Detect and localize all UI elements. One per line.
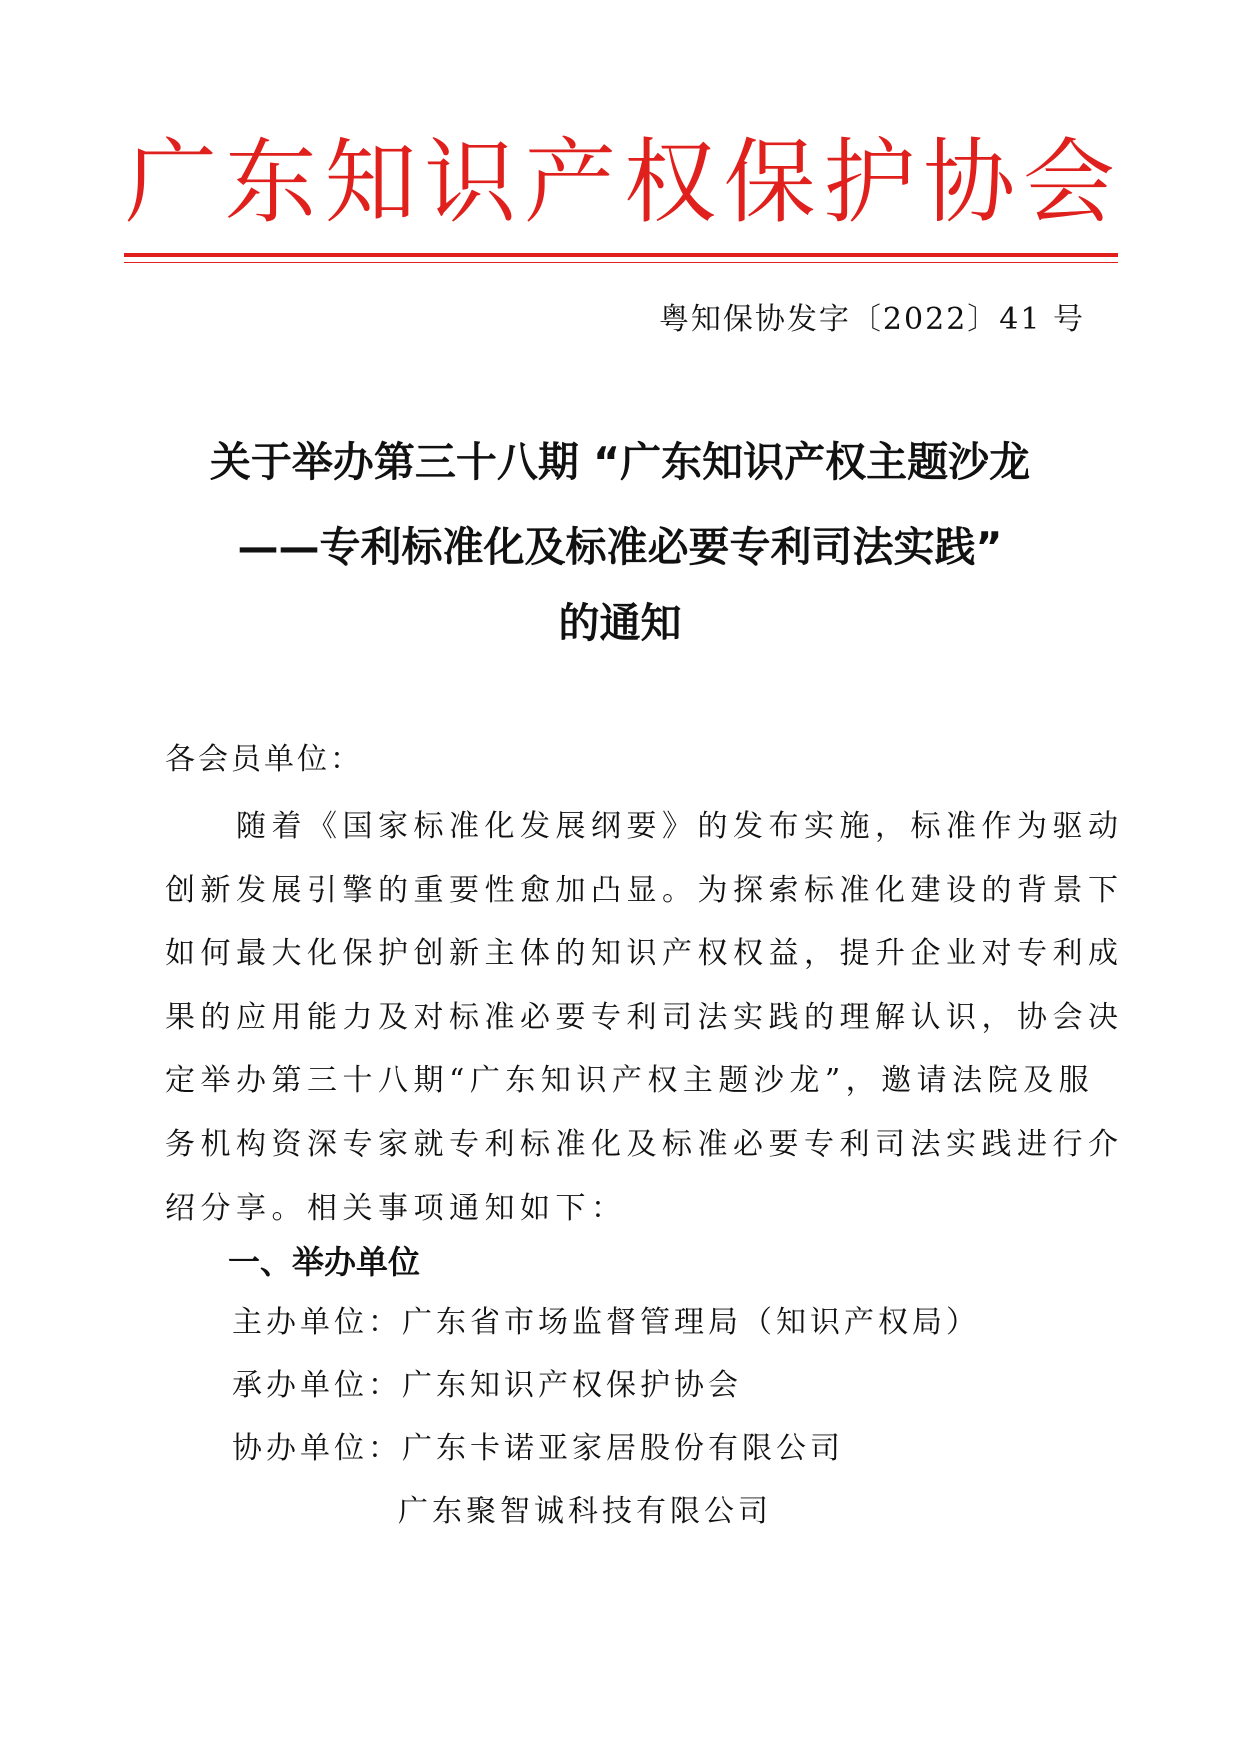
body-line: 定举办第三十八期“广东知识产权主题沙龙”，邀请法院及服 [165,1063,1095,1099]
letterhead-char: 东 [224,129,317,236]
co-organizer-label: 协办单位： [232,1431,402,1466]
host-value: 广东省市场监督管理局（知识产权局） [402,1305,980,1340]
letterhead-char: 保 [723,129,816,236]
co-organizer-value: 广东卡诺亚家居股份有限公司 [402,1431,844,1466]
body-line: 务机构资深专家就专利标准化及标准必要专利司法实践进行介 [165,1126,1124,1162]
letterhead-divider-thin [124,262,1118,263]
letterhead-char: 会 [1022,129,1115,236]
body-paragraph [165,795,1124,1240]
organizer-row [232,1366,742,1406]
letterhead-char: 护 [823,129,916,236]
section-heading: 一、举办单位 [228,1243,421,1281]
letterhead-title [125,128,1115,238]
co-organizer-value: 广东聚智诚科技有限公司 [398,1494,772,1529]
co-organizer-row [232,1429,844,1469]
co-organizer-row-2 [398,1492,772,1532]
letterhead-char: 知 [324,129,417,236]
organizer-label: 承办单位： [232,1368,402,1403]
letterhead-divider-thick [124,253,1118,257]
host-row [232,1303,980,1343]
letterhead-char: 协 [923,129,1016,236]
body-line: 如何最大化保护创新主体的知识产权权益，提升企业对专利成 [165,936,1124,972]
body-line: 果的应用能力及对标准必要专利司法实践的理解认识，协会决 [165,999,1124,1035]
letterhead-char: 广 [125,129,218,236]
letterhead-char: 识 [424,129,517,236]
body-line: 创新发展引擎的重要性愈加凸显。为探索标准化建设的背景下 [165,872,1124,908]
letterhead-char: 权 [623,129,716,236]
title-line-3: 的通知 [558,599,682,647]
title-line-1: 关于举办第三十八期 “广东知识产权主题沙龙 [209,438,1031,486]
host-label: 主办单位： [232,1305,402,1340]
organizer-value: 广东知识产权保护协会 [402,1368,742,1403]
body-line: 绍分享。相关事项通知如下： [165,1190,627,1226]
letterhead-char: 产 [524,129,617,236]
document-number: 粤知保协发字〔2022〕41 号 [658,302,1085,337]
salutation: 各会员单位： [165,742,363,777]
title-line-2: ——专利标准化及标准必要专利司法实践” [237,523,1003,571]
body-line: 随着《国家标准化发展纲要》的发布实施，标准作为驱动 [165,809,1124,844]
